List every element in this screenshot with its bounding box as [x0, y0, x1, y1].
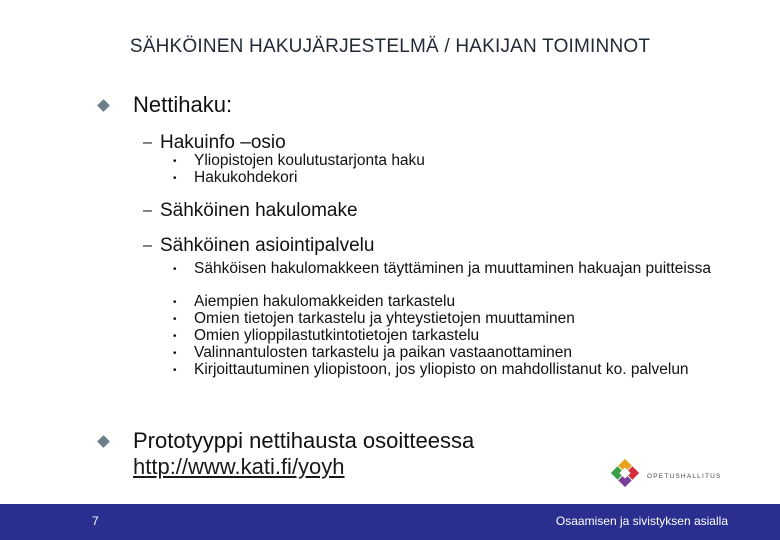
list-item: Kirjoittautuminen yliopistoon, jos yliopisto on mahdollistanut ko. palvelun [194, 361, 689, 378]
dash-marker: – [143, 134, 152, 151]
list-item: Yliopistojen koulutustarjonta haku [194, 152, 425, 169]
list-item: Sähköisen hakulomakkeen täyttäminen ja muuttaminen hakuajan puitteissa [194, 260, 711, 277]
list-item: Aiempien hakulomakkeiden tarkastelu [194, 293, 456, 310]
dash-marker: – [143, 202, 152, 219]
footer-text: Osaamisen ja sivistyksen asialla [555, 514, 728, 528]
page-number: 7 [92, 514, 99, 528]
prototyyppi-text: Prototyyppi nettihausta osoitteessa [133, 428, 475, 453]
opetushallitus-logo-icon [610, 458, 640, 488]
list-item: Valinnantulosten tarkastelu ja paikan vastaanottaminen [194, 344, 572, 361]
footer-bar [0, 504, 780, 540]
sub-bullet-hakuinfo: Hakuinfo –osio [160, 132, 286, 153]
sub-bullet-hakulomake: Sähköinen hakulomake [160, 200, 358, 221]
dot-bullet-icon: • [173, 331, 177, 342]
dot-bullet-icon: • [173, 264, 177, 275]
diamond-bullet-icon [97, 435, 110, 448]
dot-bullet-icon: • [173, 297, 177, 308]
prototype-link[interactable]: http://www.kati.fi/yoyh [133, 454, 345, 479]
logo-text: OPETUSHALLITUS [647, 473, 722, 480]
list-item: Omien ylioppilastutkintotietojen tarkastelu [194, 327, 480, 344]
dot-bullet-icon: • [173, 173, 177, 184]
list-item: Hakukohdekori [194, 169, 298, 186]
dot-bullet-icon: • [173, 348, 177, 359]
sub-bullet-asiointipalvelu: Sähköinen asiointipalvelu [160, 235, 375, 256]
list-item: Omien tietojen tarkastelu ja yhteystietojen muuttaminen [194, 310, 575, 327]
bullet-prototyyppi [133, 428, 474, 480]
dot-bullet-icon: • [173, 156, 177, 167]
dot-bullet-icon: • [173, 314, 177, 325]
diamond-bullet-icon [97, 99, 110, 112]
slide-title: SÄHKÖINEN HAKUJÄRJESTELMÄ / HAKIJAN TOIMINNOT [129, 36, 651, 57]
dash-marker: – [143, 237, 152, 254]
bullet-nettihaku: Nettihaku: [133, 92, 233, 117]
dot-bullet-icon: • [173, 365, 177, 376]
